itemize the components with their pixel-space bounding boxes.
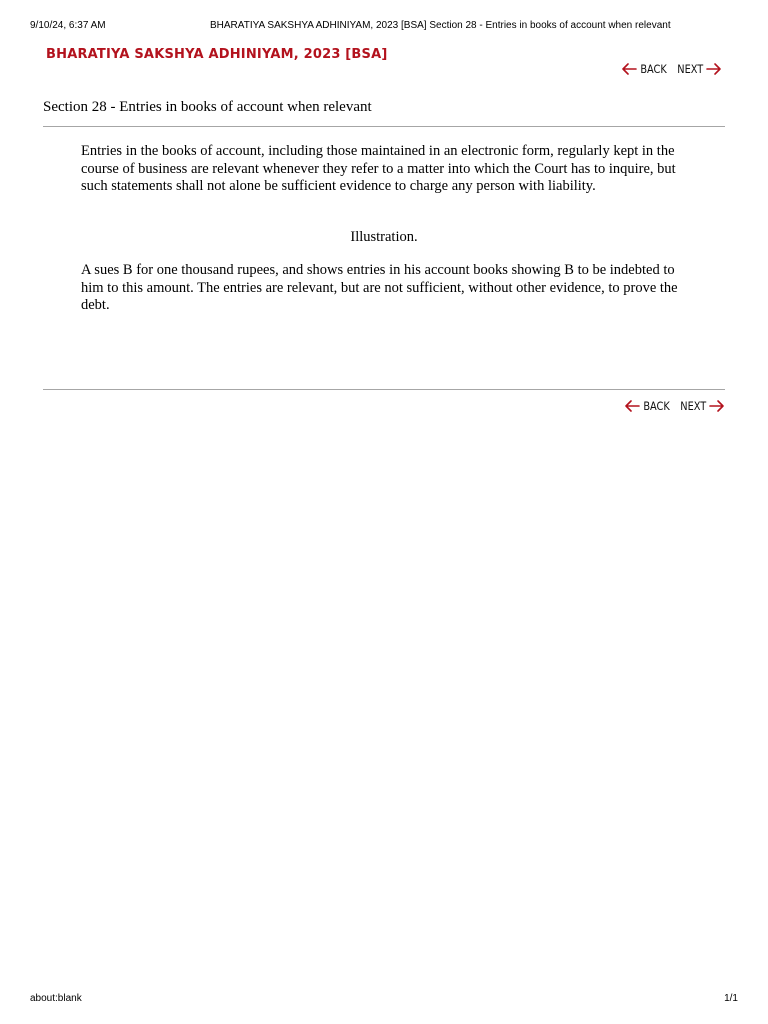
illustration-paragraph: A sues B for one thousand rupees, and shows entries in his account books showing B to be indebted to him to this amount. The entries are relevant, but are not sufficient, without other evidence, to prove the debt. [81, 262, 678, 314]
back-button[interactable] [620, 61, 669, 77]
arrow-left-icon [620, 61, 638, 77]
next-label: NEXT [677, 61, 704, 76]
arrow-right-icon [708, 398, 726, 414]
print-document-title: BHARATIYA SAKSHYA ADHINIYAM, 2023 [BSA] Section 28 - Entries in books of account when relevant [210, 20, 671, 31]
arrow-left-icon [623, 398, 641, 414]
next-label: NEXT [680, 398, 707, 413]
top-navigation [620, 60, 723, 80]
illustration-label: Illustration. [350, 229, 418, 245]
print-url: about:blank [30, 993, 82, 1004]
print-header [0, 20, 768, 34]
section-heading: Section 28 - Entries in books of account when relevant [43, 99, 372, 115]
top-divider [43, 126, 725, 127]
bottom-navigation [623, 397, 726, 417]
next-button[interactable] [675, 61, 724, 77]
section-paragraph: Entries in the books of account, including those maintained in an electronic form, regularly kept in the course of business are relevant whenever they refer to a matter into which the Court has to inquire, but such statements shall not alone be sufficient evidence to charge any person with liability. [81, 143, 676, 195]
back-label: BACK [640, 61, 667, 76]
page-number: 1/1 [724, 993, 738, 1004]
print-date: 9/10/24, 6:37 AM [30, 20, 106, 31]
back-button-bottom[interactable] [623, 398, 672, 414]
next-button-bottom[interactable] [678, 398, 727, 414]
bottom-divider [43, 389, 725, 390]
print-footer [0, 993, 768, 1007]
act-title: BHARATIYA SAKSHYA ADHINIYAM, 2023 [BSA] [46, 47, 388, 62]
back-label: BACK [643, 398, 670, 413]
arrow-right-icon [705, 61, 723, 77]
